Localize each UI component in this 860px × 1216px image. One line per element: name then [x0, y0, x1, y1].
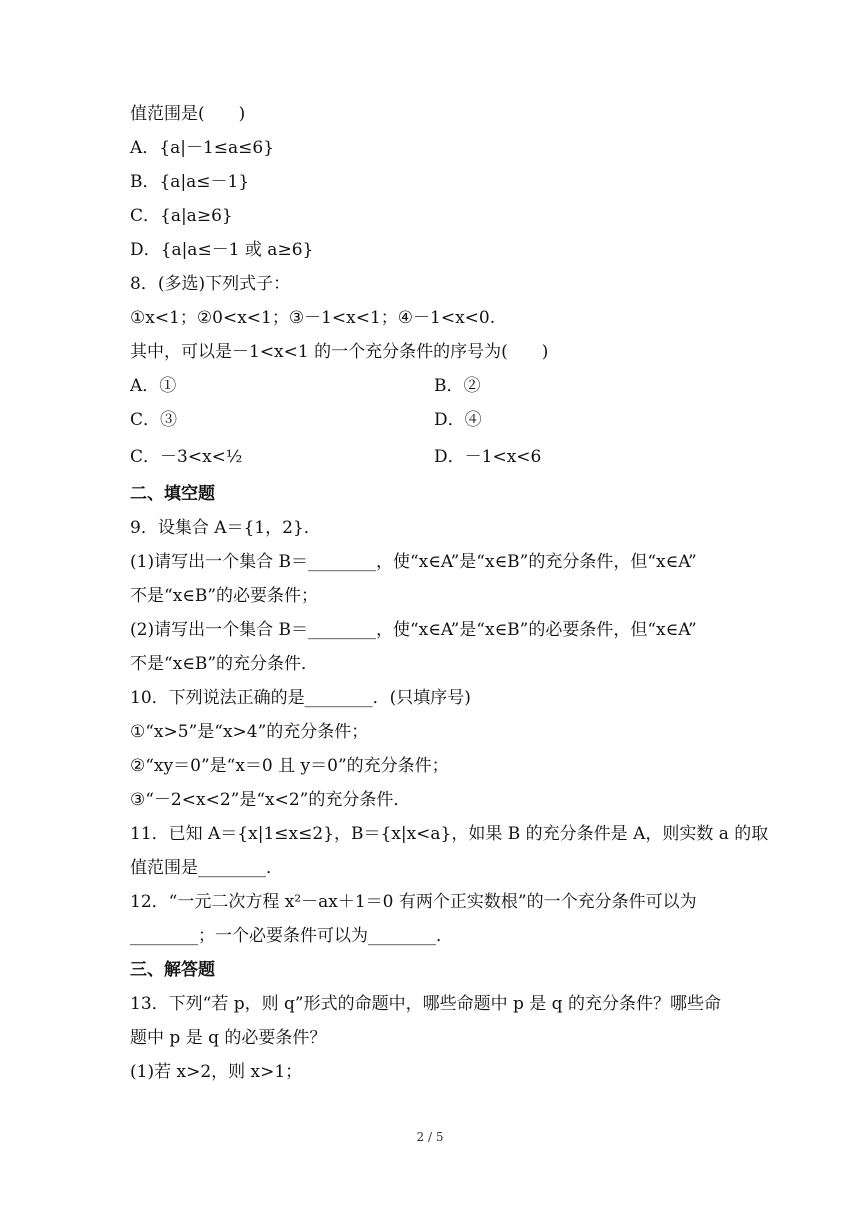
text-line: ①“x>5”是“x>4”的充分条件；	[130, 722, 369, 742]
option-a: A．{a|－1≤a≤6}	[130, 138, 275, 158]
section-heading: 二、填空题	[130, 484, 215, 504]
text-line: ________；一个必要条件可以为________．	[130, 926, 453, 946]
text-line: 不是“x∈B”的必要条件；	[130, 586, 319, 606]
option-c: C．－3<x<½	[130, 447, 243, 467]
question-13: 13．下列“若 p，则 q”形式的命题中，哪些命题中 p 是 q 的充分条件？哪些命	[130, 994, 721, 1014]
section-heading: 三、解答题	[130, 960, 215, 980]
question-11: 11．已知 A＝{x|1≤x≤2}，B＝{x|x<a}，如果 B 的充分条件是 A，则实数 a 的取	[130, 824, 769, 844]
text-line: (1)请写出一个集合 B＝________，使“x∈A”是“x∈B”的充分条件，但“x∈A”	[130, 552, 697, 572]
question-12: 12．“一元二次方程 x²－ax＋1＝0 有两个正实数根”的一个充分条件可以为	[130, 892, 697, 912]
question-9: 9．设集合 A＝{1，2}．	[130, 518, 321, 538]
option-a: A．①	[130, 376, 177, 396]
text-line: ①x<1；②0<x<1；③－1<x<1；④－1<x<0.	[130, 308, 496, 328]
option-d: D．－1<x<6	[434, 447, 542, 467]
text-line: 题中 p 是 q 的必要条件？	[130, 1028, 327, 1048]
question-8: 8．(多选)下列式子：	[130, 274, 291, 294]
text-line: 其中，可以是－1<x<1 的一个充分条件的序号为( )	[130, 342, 549, 362]
option-d: D．④	[434, 410, 482, 430]
option-b: B．{a|a≤－1}	[130, 172, 250, 192]
text-line: 值范围是________．	[130, 858, 283, 878]
text-line: 不是“x∈B”的充分条件．	[130, 654, 319, 674]
text-line: ②“xy＝0”是“x＝0 且 y＝0”的充分条件；	[130, 756, 449, 776]
option-c: C．{a|a≥6}	[130, 206, 233, 226]
text-line: (1)若 x>2，则 x>1；	[130, 1062, 303, 1082]
question-10: 10．下列说法正确的是________．(只填序号)	[130, 688, 471, 708]
text-line: (2)请写出一个集合 B＝________，使“x∈A”是“x∈B”的必要条件，但“x∈A”	[130, 620, 697, 640]
text-line: 值范围是( )	[130, 104, 246, 124]
text-line: ③“－2<x<2”是“x<2”的充分条件．	[130, 790, 411, 810]
option-b: B．②	[434, 376, 481, 396]
option-d: D．{a|a≤－1 或 a≥6}	[130, 240, 314, 260]
option-c: C．③	[130, 410, 178, 430]
page-number: 2 / 5	[416, 1130, 444, 1144]
